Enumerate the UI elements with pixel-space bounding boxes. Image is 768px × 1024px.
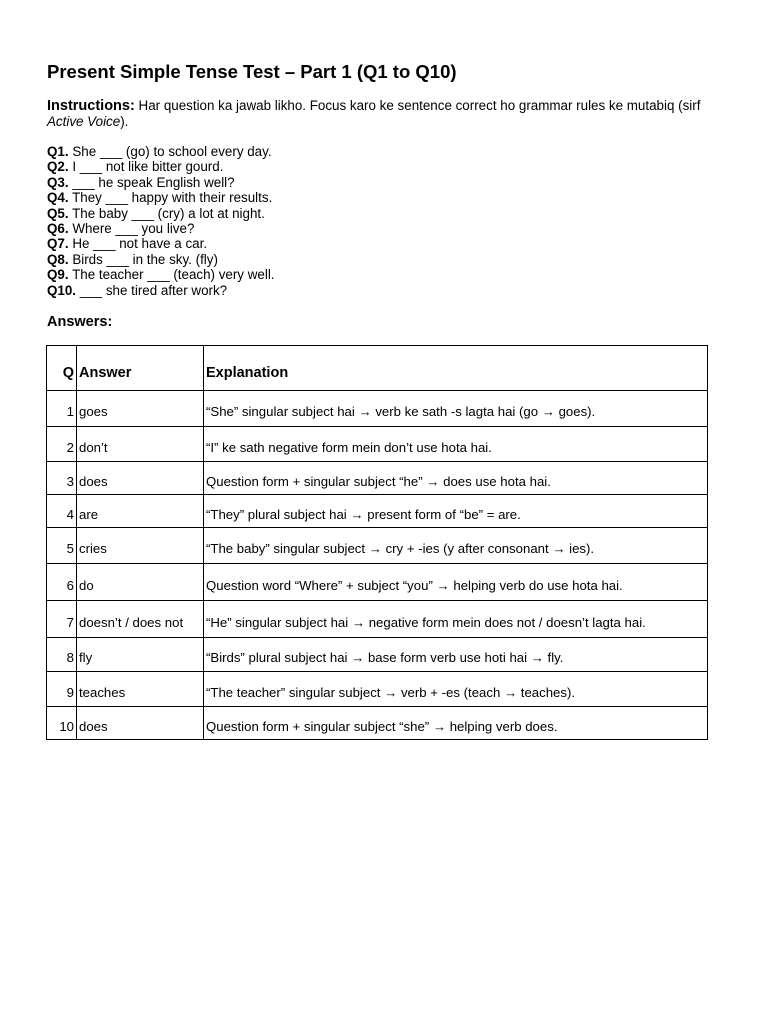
question-number: Q4.	[47, 190, 69, 206]
cell-q: 1	[47, 391, 77, 427]
document-page	[47, 60, 715, 331]
answers-heading: Answers:	[47, 314, 113, 331]
question-text: ___ she tired after work?	[76, 282, 228, 298]
table-row	[47, 601, 708, 638]
question-number: Q8.	[47, 251, 69, 267]
table-row	[47, 707, 708, 740]
cell-explanation: “The baby” singular subject → cry + -ies (y after consonant → ies).	[204, 528, 708, 564]
cell-explanation: Question word “Where” + subject “you” → helping verb do use hota hai.	[204, 564, 708, 601]
question-number: Q9.	[47, 267, 69, 283]
answers-table	[46, 345, 708, 740]
instructions-text-end: ).	[120, 114, 129, 129]
cell-q: 4	[47, 495, 77, 528]
cell-q: 9	[47, 672, 77, 707]
table-row	[47, 564, 708, 601]
question-text: ___ he speak English well?	[68, 174, 235, 190]
cell-q: 8	[47, 638, 77, 672]
question-number: Q6.	[47, 221, 69, 237]
cell-explanation: “The teacher” singular subject → verb + -es (teach → teaches).	[204, 672, 708, 707]
page-title: Present Simple Tense Test – Part 1 (Q1 to Q10)	[47, 61, 457, 82]
cell-explanation: Question form + singular subject “he” → does use hota hai.	[204, 462, 708, 495]
header-q: Q	[47, 346, 77, 391]
table-row	[47, 672, 708, 707]
question-text: Birds ___ in the sky. (fly)	[68, 251, 218, 267]
question-number: Q7.	[47, 236, 69, 252]
instructions-label: Instructions:	[47, 98, 135, 114]
question-text: I ___ not like bitter gourd.	[68, 159, 224, 175]
cell-explanation: “Birds” plural subject hai → base form verb use hoti hai → fly.	[204, 638, 708, 672]
cell-answer: goes	[77, 391, 204, 427]
header-explanation: Explanation	[204, 346, 708, 391]
table-row	[47, 427, 708, 462]
question-number: Q1.	[47, 144, 69, 159]
question-number: Q5.	[47, 205, 69, 221]
header-answer: Answer	[77, 346, 204, 391]
question-item	[47, 206, 715, 221]
question-text: Where ___ you live?	[68, 221, 195, 237]
cell-answer: are	[77, 495, 204, 528]
table-row	[47, 495, 708, 528]
question-number: Q2.	[47, 159, 69, 175]
cell-q: 5	[47, 528, 77, 564]
question-text: The teacher ___ (teach) very well.	[68, 267, 275, 283]
question-item	[47, 221, 715, 236]
cell-q: 7	[47, 601, 77, 638]
question-item	[47, 144, 715, 159]
table-row	[47, 462, 708, 495]
cell-q: 6	[47, 564, 77, 601]
cell-q: 2	[47, 427, 77, 462]
question-item	[47, 252, 715, 267]
cell-explanation: Question form + singular subject “she” → helping verb does.	[204, 707, 708, 740]
cell-explanation: “She” singular subject hai → verb ke sath -s lagta hai (go → goes).	[204, 391, 708, 427]
cell-explanation: “I” ke sath negative form mein don’t use hota hai.	[204, 427, 708, 462]
cell-answer: don’t	[77, 427, 204, 462]
question-number: Q10.	[47, 282, 77, 298]
cell-answer: teaches	[77, 672, 204, 707]
cell-answer: does	[77, 707, 204, 740]
question-item	[47, 190, 715, 205]
question-list	[47, 144, 715, 298]
table-row	[47, 528, 708, 564]
cell-answer: do	[77, 564, 204, 601]
cell-answer: does	[77, 462, 204, 495]
instructions-paragraph	[47, 98, 715, 130]
question-text: He ___ not have a car.	[68, 236, 208, 252]
table-row	[47, 391, 708, 427]
question-item	[47, 159, 715, 174]
question-item	[47, 175, 715, 190]
question-text: The baby ___ (cry) a lot at night.	[68, 205, 265, 221]
cell-q: 3	[47, 462, 77, 495]
cell-explanation: “They” plural subject hai → present form of “be” = are.	[204, 495, 708, 528]
table-row	[47, 638, 708, 672]
cell-answer: fly	[77, 638, 204, 672]
question-item	[47, 267, 715, 282]
question-text: They ___ happy with their results.	[68, 190, 273, 206]
cell-answer: cries	[77, 528, 204, 564]
cell-q: 10	[47, 707, 77, 740]
instructions-italic: Active Voice	[47, 114, 121, 129]
instructions-text: Har question ka jawab likho. Focus karo ke sentence correct ho grammar rules ke mutabiq (sirf	[134, 98, 701, 113]
table-header-row	[47, 346, 708, 391]
question-number: Q3.	[47, 174, 69, 190]
question-item	[47, 236, 715, 251]
cell-answer: doesn’t / does not	[77, 601, 204, 638]
question-item	[47, 283, 715, 298]
cell-explanation: “He” singular subject hai → negative form mein does not / doesn’t lagta hai.	[204, 601, 708, 638]
question-text: She ___ (go) to school every day.	[68, 144, 272, 159]
